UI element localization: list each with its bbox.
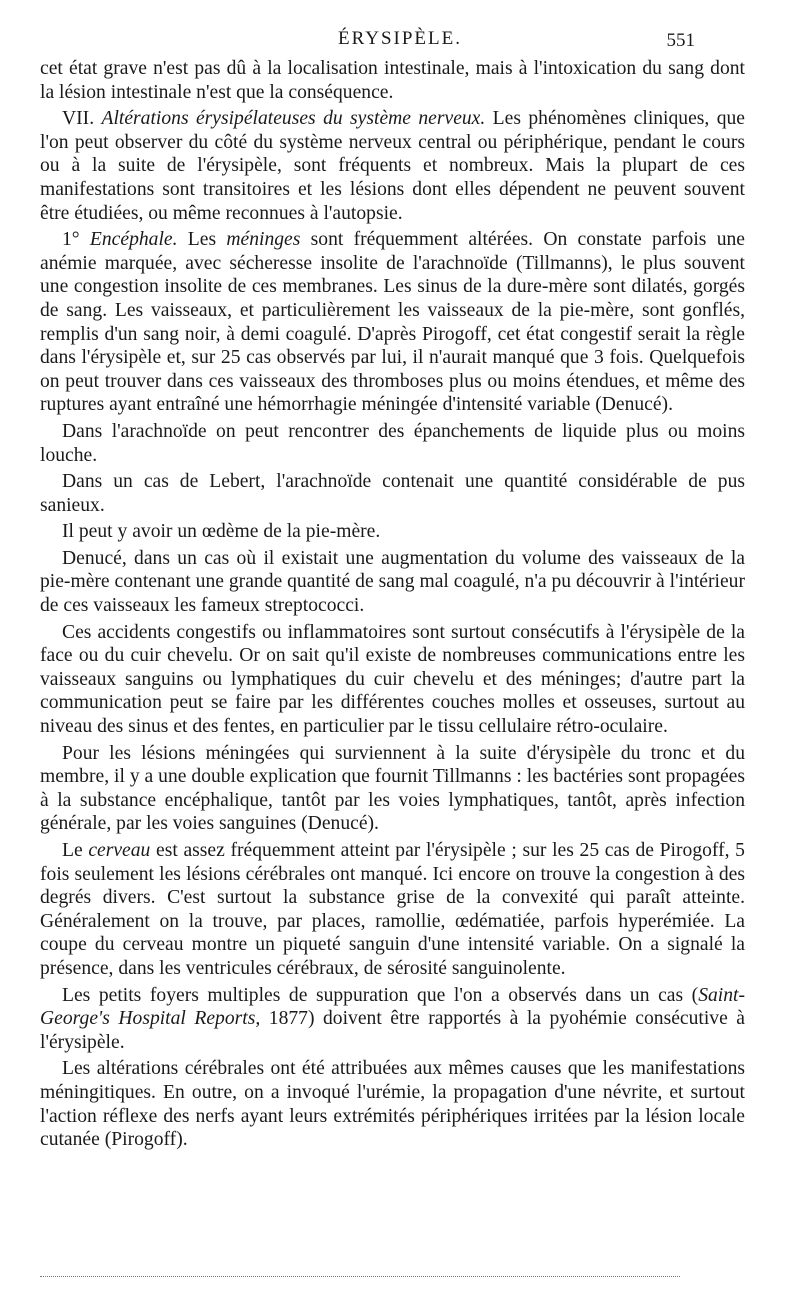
body-text bbox=[40, 57, 745, 1155]
paragraph bbox=[40, 420, 745, 467]
text-run: Denucé, dans un cas où il existait une augmentation du volume des vaisseaux de la pie-mère contenant une grande quantité de sang mal coagulé, n'a pu découvrir à l'intérieur de ces vaisseaux les fameux streptococci. bbox=[40, 547, 745, 617]
text-run: Dans l'arachnoïde on peut rencontrer des épanchements de liquide plus ou moins louche. bbox=[40, 420, 745, 466]
running-head bbox=[0, 28, 800, 52]
italic-text: Saint-George's Hospital Reports, bbox=[40, 984, 745, 1030]
footer-rule bbox=[40, 1276, 680, 1277]
text-run: Les phénomènes cliniques, que l'on peut observer du côté du système nerveux central ou périphérique, pendant le cours ou à la suite de l'érysipèle, sont fréquents et nombreux. Mais la plupart de ces manifestations sont transitoires et les lésions dont elles dépendent ne peuvent souvent être étudiées, ou même reconnues à l'autopsie. bbox=[40, 108, 745, 224]
paragraph bbox=[40, 621, 745, 739]
text-run: Pour les lésions méningées qui surviennent à la suite d'érysipèle du tronc et du membre, il y a une double explication que fournit Tillmanns : les bactéries sont propagées à la substance encéphalique, tantôt par les voies lymphatiques, tantôt, après infection générale, par les voies sanguines (Denucé). bbox=[40, 742, 745, 835]
italic-text: cerveau bbox=[88, 840, 151, 861]
italic-text: Encéphale. bbox=[89, 229, 178, 251]
paragraph bbox=[40, 984, 745, 1055]
running-title: ÉRYSIPÈLE. bbox=[338, 28, 462, 49]
text-run: Il peut y avoir un œdème de la pie-mère. bbox=[62, 521, 381, 543]
text-run: sont fréquemment altérées. On constate parfois une anémie marquée, avec sécheresse insolite de l'arachnoïde (Tillmanns), le plus souvent une congestion insolite de ces membranes. Les sinus de la dure-mère sont dilatés, gorgés de sang. Les vaisseaux, et particulièrement les vaisseaux de la pie-mère, sont gonflés, remplis d'un sang noir, à demi coagulé. D'après Pirogoff, cet état congestif serait la règle dans l'érysipèle et, sur 25 cas observés par lui, il n'aurait manqué que 3 fois. Quelquefois on peut trouver dans ces vaisseaux des thromboses plus ou moins étendues, et même des ruptures ayant entraîné une hémorrhagie méningée d'intensité variable (Denucé). bbox=[40, 229, 745, 416]
paragraph bbox=[40, 547, 745, 618]
paragraph bbox=[40, 520, 745, 544]
text-run: Les petits foyers multiples de suppuration que l'on a observés dans un cas ( bbox=[62, 984, 699, 1006]
text-run: 1° bbox=[62, 229, 90, 251]
paragraph bbox=[40, 228, 745, 417]
text-run: Ces accidents congestifs ou inflammatoires sont surtout consécutifs à l'érysipèle de la face ou du cuir chevelu. Or on sait qu'il existe de nombreuses communications entre les vaisseaux sanguins ou lymphatiques du cuir chevelu et des méninges; d'autre part la communication peut se faire par les différentes couches molles et osseuses, surtout au niveau des sinus et des fentes, en particulier par le tissu cellulaire rétro-oculaire. bbox=[40, 621, 745, 738]
paragraph bbox=[40, 839, 745, 981]
paragraph bbox=[40, 470, 745, 517]
text-run: Dans un cas de Lebert, l'arachnoïde contenait une quantité considérable de pus sanieux. bbox=[40, 471, 745, 516]
paragraph bbox=[40, 57, 745, 104]
text-run: 1877) doivent être rapportés à la pyohémie consécutive à l'érysipèle. bbox=[40, 1008, 745, 1053]
paragraph bbox=[40, 107, 745, 225]
italic-text: Altérations érysipélateuses du système nerveux. bbox=[101, 108, 486, 130]
text-run: est assez fréquemment atteint par l'érysipèle ; sur les 25 cas de Pirogoff, 5 fois seulement les lésions cérébrales ont manqué. Ici encore on trouve la congestion à des degrés divers. C'est surtout la substance grise de la convexité qui paraît atteinte. Généralement on la trouve, par places, ramollie, œdématiée, parfois hyperémiée. La coupe du cerveau montre un piqueté sanguin d'une intensité variable. On a signalé la présence, dans les ventricules cérébraux, de sérosité sanguinolente. bbox=[40, 840, 745, 979]
italic-text: méninges bbox=[226, 229, 301, 251]
page-number: 551 bbox=[666, 30, 695, 51]
paragraph bbox=[40, 742, 745, 836]
text-run: Les altérations cérébrales ont été attribuées aux mêmes causes que les manifestations méningitiques. En outre, on a invoqué l'urémie, la propagation d'une névrite, et surtout l'action réflexe des nerfs ayant leurs extrémités périphériques irritées par la lésion locale cutanée (Pirogoff). bbox=[40, 1058, 745, 1151]
paragraph bbox=[40, 1057, 745, 1151]
text-run: Le bbox=[62, 840, 89, 861]
text-run: Les bbox=[177, 229, 227, 251]
text-run: VII. bbox=[62, 108, 102, 130]
text-run: cet état grave n'est pas dû à la localisation intestinale, mais à l'intoxication du sang dont la lésion intestinale n'est que la conséquence. bbox=[40, 58, 745, 103]
